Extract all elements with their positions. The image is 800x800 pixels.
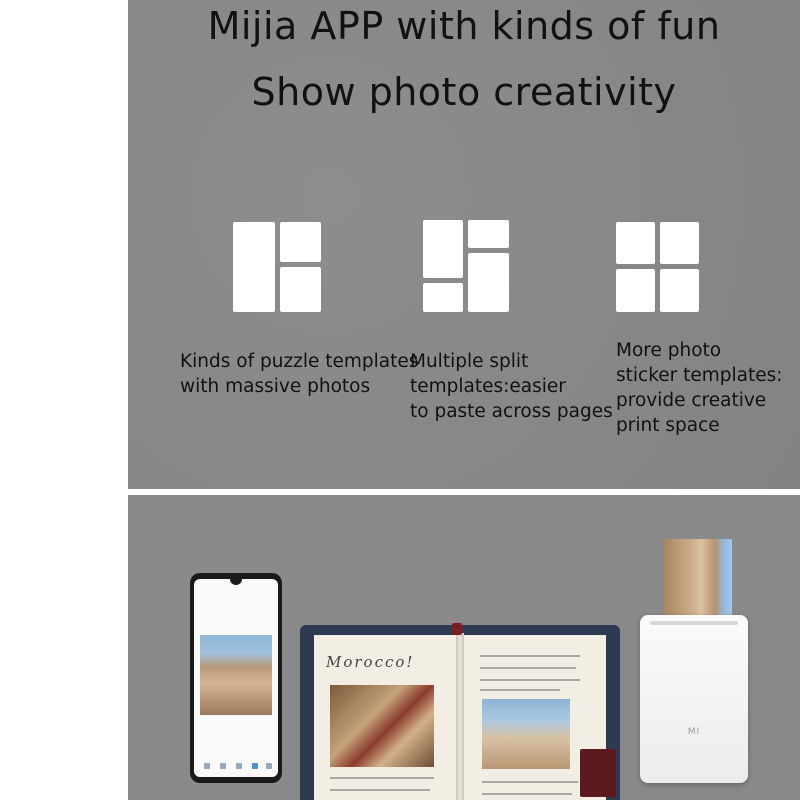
notebook-photo-left: [330, 685, 434, 767]
bookmark-tab: [452, 623, 462, 635]
notebook-strap: [580, 749, 616, 797]
open-notebook: [300, 625, 620, 800]
notebook-photo-right: [482, 699, 570, 769]
handwriting-line: [480, 689, 560, 691]
headline-line-2: Show photo creativity: [251, 70, 677, 114]
feature-panel: [128, 0, 800, 489]
sticker-template-icon: [616, 222, 699, 312]
handwriting-line: [480, 655, 580, 657]
handwriting-line: [480, 679, 580, 681]
notebook-spine: [456, 633, 464, 800]
printed-photo: [664, 539, 732, 619]
feature-caption-sticker: More photo sticker templates: provide creative print space: [616, 340, 783, 436]
smartphone: [190, 573, 282, 783]
pocket-photo-printer: [640, 615, 748, 783]
phone-notch: [230, 579, 242, 585]
puzzle-template-icon: [233, 222, 321, 312]
feature-caption-puzzle: Kinds of puzzle templates with massive photos: [180, 351, 419, 397]
phone-nav-icon: [252, 763, 258, 769]
notebook-title: Morocco!: [326, 653, 415, 671]
phone-photo-preview: [200, 635, 272, 715]
phone-screen: [194, 579, 278, 777]
handwriting-line: [482, 781, 578, 783]
handwriting-line: [482, 793, 572, 795]
handwriting-line: [330, 789, 430, 791]
product-scene: [128, 495, 800, 800]
handwriting-line: [480, 667, 576, 669]
phone-nav-icon: [236, 763, 242, 769]
feature-caption-split: Multiple split templates:easier to paste across pages: [410, 351, 613, 422]
split-template-icon: [423, 220, 509, 312]
phone-nav-icon: [266, 763, 272, 769]
handwriting-line: [330, 777, 434, 779]
headline-line-1: Mijia APP with kinds of fun: [207, 4, 721, 48]
phone-nav-icon: [220, 763, 226, 769]
phone-nav-icon: [204, 763, 210, 769]
mi-logo: MI: [687, 727, 701, 737]
printer-slot: [650, 621, 738, 625]
